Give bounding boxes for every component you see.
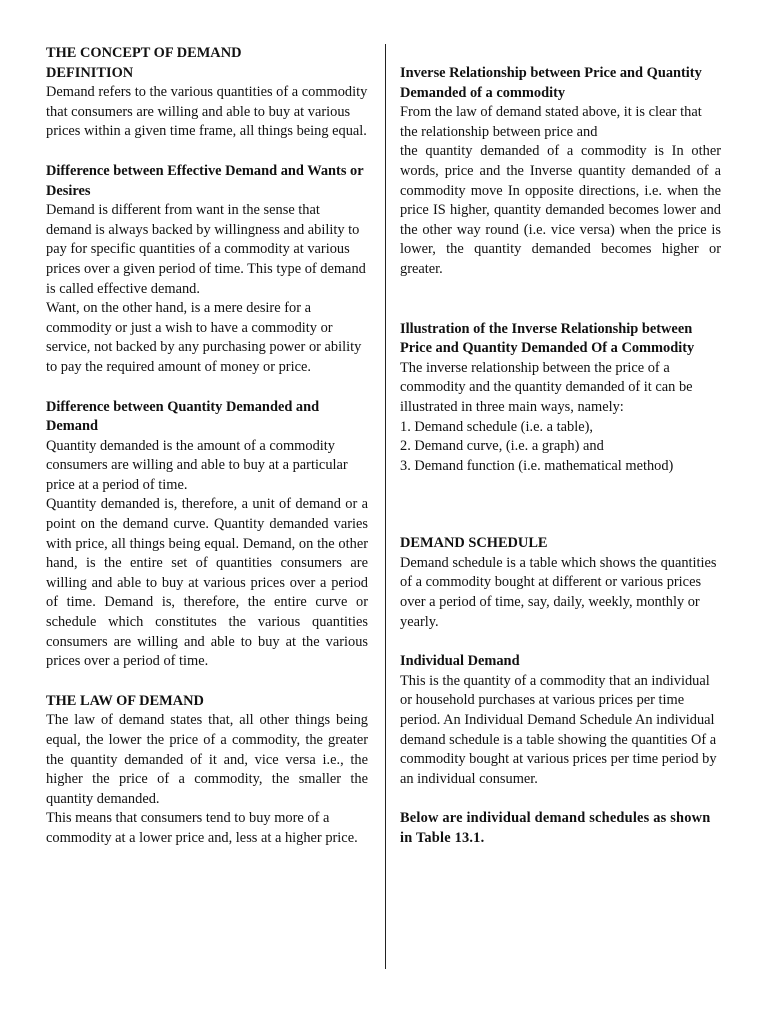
quantity-demanded-paragraph-2: Quantity demanded is, therefore, a unit of demand or a point on the demand curve. Quantity demanded varies with price, all things being equal. Demand, on the other hand, is the entire set of quantities consumers are willing and able to buy at various prices over a period of time. Demand is, therefore, the entire curve or schedule which constitutes the various quantities consumers are willing and able to buy at the various prices over a period of time. (46, 496, 368, 670)
definition-paragraph: Demand refers to the various quantities of a commodity that consumers are willing and able to buy at various prices within a given time frame, all things being equal. (46, 84, 368, 140)
inverse-relationship-paragraph-2: the quantity demanded of a commodity is In other words, price and the Inverse quantity demanded of a commodity move In opposite directions, i.e. when the price IS higher, quantity demanded becomes lower and the other way round (i.e. vice versa) when the price is lower, the quantity demanded becomes higher or greater. (400, 143, 721, 277)
illustration-heading: Illustration of the Inverse Relationship between Price and Quantity Demanded Of a Commodity (400, 320, 695, 357)
quantity-demanded-paragraph-1: Quantity demanded is the amount of a commodity consumers are willing and able to buy at a particular price at a period of time. (46, 437, 348, 493)
concept-heading: THE CONCEPT OF DEMAND (46, 45, 242, 61)
illustration-paragraph: The inverse relationship between the price of a commodity and the quantity demanded of it can be illustrated in three main ways, namely: (400, 359, 693, 415)
list-item: 1. Demand schedule (i.e. a table), (400, 418, 593, 435)
individual-demand-paragraph: This is the quantity of a commodity that an individual or household purchases at various prices per time period. An Individual Demand Schedule An individual demand schedule is a table showing the quantities Of a commodity bought at various prices per time period by an individual consumer. (400, 672, 717, 787)
left-column (46, 44, 368, 849)
definition-heading: DEFINITION (46, 64, 134, 81)
demand-schedule-heading: DEMAND SCHEDULE (400, 535, 548, 552)
demand-schedule-paragraph: Demand schedule is a table which shows the quantities of a commodity bought at different or various prices over a period of time, say, daily, weekly, monthly or yearly. (400, 554, 717, 630)
table-intro-paragraph: Below are individual demand schedules as shown in Table 13.1. (400, 810, 711, 846)
illustration-list (400, 418, 721, 477)
law-meaning-paragraph: This means that consumers tend to buy more of a commodity at a lower price and, less at a higher price. (46, 810, 358, 846)
inverse-relationship-heading: Inverse Relationship between Price and Quantity Demanded of a commodity (400, 65, 702, 101)
column-divider (385, 44, 386, 969)
right-column (400, 44, 721, 849)
list-item: 3. Demand function (i.e. mathematical method) (400, 457, 674, 474)
effective-demand-paragraph: Demand is different from want in the sense that demand is always backed by willingness and ability to pay for specific quantities of a commodity at various prices over a given period of time. This type of demand is called effective demand. (46, 202, 366, 297)
law-of-demand-paragraph: The law of demand states that, all other things being equal, the lower the price of a commodity, the greater the quantity demanded of it and, vice versa i.e., the higher the price of a commodity, the smaller the quantity demanded. (46, 712, 368, 807)
effective-demand-heading: Difference between Effective Demand and Wants or Desires (46, 162, 364, 199)
want-paragraph: Want, on the other hand, is a mere desire for a commodity or just a wish to have a commodity or service, not backed by any purchasing power or ability to pay the required amount of money or price. (46, 300, 362, 375)
individual-demand-heading: Individual Demand (400, 653, 520, 670)
quantity-demanded-heading: Difference between Quantity Demanded and Demand (46, 398, 320, 435)
law-of-demand-heading: THE LAW OF DEMAND (46, 692, 204, 709)
inverse-relationship-paragraph-1: From the law of demand stated above, it is clear that the relationship between price and (400, 104, 702, 140)
list-item: 2. Demand curve, (i.e. a graph) and (400, 438, 604, 455)
